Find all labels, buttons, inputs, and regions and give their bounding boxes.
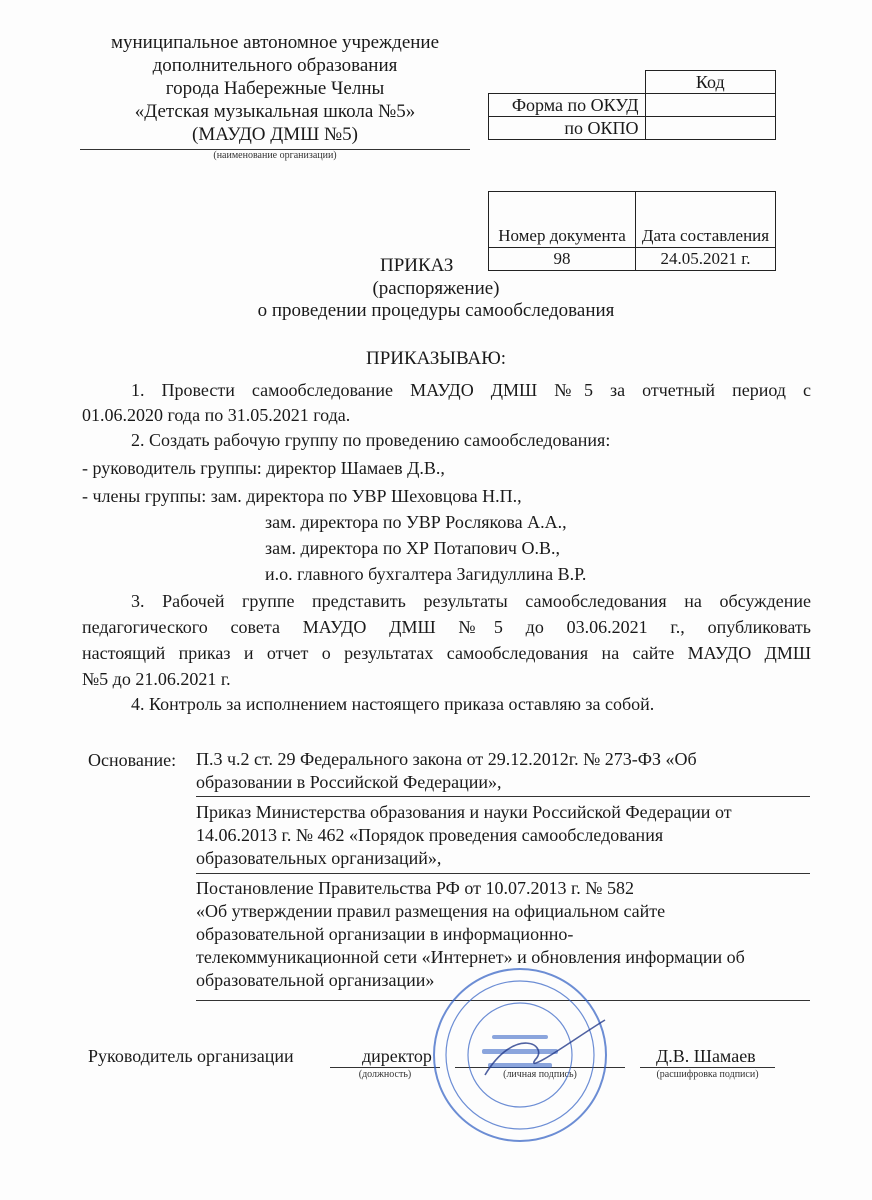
sign-caption: (личная подпись) (503, 1069, 577, 1080)
group-leader: - руководитель группы: директор Шамаев Д.В., (82, 458, 445, 478)
basis-2-line-2: 14.06.2013 г. № 462 «Порядок проведения самообследования (196, 825, 664, 845)
org-line-3: города Набережные Челны (165, 78, 385, 99)
stamp-text-stroke-2 (482, 1049, 558, 1054)
doc-date: 24.05.2021 г. (636, 248, 776, 271)
item-1-line-2: 01.06.2020 года по 31.05.2021 года. (82, 405, 351, 425)
order-heading: ПРИКАЗЫВАЮ: (365, 348, 507, 369)
doc-number-header: Номер документа (489, 192, 636, 248)
doc-title: ПРИКАЗ (380, 255, 454, 276)
basis-2-line-3: образовательных организаций», (196, 848, 442, 868)
item-4: 4. Контроль за исполнением настоящего приказа оставляю за собой. (131, 694, 655, 714)
name-line (640, 1067, 775, 1068)
basis-1-line-1: П.3 ч.2 ст. 29 Федерального закона от 29.12.2012г. № 273-ФЗ «Об (196, 749, 697, 769)
group-member-2: зам. директора по УВР Рослякова А.А., (265, 512, 567, 532)
basis-divider-2 (196, 873, 810, 874)
doc-number: 98 (489, 248, 636, 271)
item-3-line-2: педагогического совета МАУДО ДМШ №5 до 03.06.2021 г., опубликовать (82, 617, 811, 637)
codes-header: Код (645, 71, 776, 94)
basis-3-line-3: образовательной организации в информационно- (196, 924, 574, 944)
position-caption: (должность) (358, 1069, 412, 1080)
stamp-text-stroke-1 (492, 1035, 548, 1039)
head-name: Д.В. Шамаев (656, 1046, 756, 1066)
doc-subject: о проведении процедуры самообследования (257, 300, 615, 321)
basis-item-1 (196, 748, 812, 794)
name-caption: (расшифровка подписи) (656, 1069, 759, 1080)
basis-divider-1 (196, 796, 810, 797)
item-1-line-1: 1. Провести самообследование МАУДО ДМШ №5 за отчетный период с (131, 380, 811, 400)
stamp-outer-ring (434, 969, 606, 1141)
basis-3-line-5: образовательной организации» (196, 970, 435, 990)
group-member-1: - члены группы: зам. директора по УВР Шеховцова Н.П., (82, 486, 522, 506)
doc-subtitle: (распоряжение) (372, 278, 500, 299)
org-caption: (наименование организации) (213, 150, 337, 161)
item-3-line-1: 3. Рабочей группе представить результаты самообследования на обсуждение (131, 591, 811, 611)
item-3-line-3: настоящий приказ и отчет о результатах самообследования на сайте МАУДО ДМШ (82, 643, 811, 663)
doc-date-header: Дата составления (636, 192, 776, 248)
head-position: директор (362, 1046, 432, 1066)
basis-3-line-1: Постановление Правительства РФ от 10.07.2013 г. № 582 (196, 878, 634, 898)
basis-item-2 (196, 801, 812, 870)
item-2: 2. Создать рабочую группу по проведению самообследования: (131, 430, 611, 450)
org-line-4: «Детская музыкальная школа №5» (134, 101, 416, 122)
stamp-inner-ring (468, 1003, 572, 1107)
okud-value (645, 94, 776, 117)
basis-2-line-1: Приказ Министерства образования и науки Российской Федерации от (196, 802, 732, 822)
codes-corner (489, 71, 646, 94)
basis-3-line-2: «Об утверждении правил размещения на официальном сайте (196, 901, 666, 921)
item-3-line-4: №5 до 21.06.2021 г. (82, 669, 231, 689)
org-line-1: муниципальное автономное учреждение (110, 32, 440, 53)
group-member-3: зам. директора по ХР Потапович О.В., (265, 538, 560, 558)
okpo-label: по ОКПО (489, 117, 646, 140)
group-member-4: и.о. главного бухгалтера Загидуллина В.Р. (265, 564, 587, 584)
org-line-5: (МАУДО ДМШ №5) (192, 124, 358, 145)
okud-label: Форма по ОКУД (489, 94, 646, 117)
stamp-text-stroke-3 (488, 1063, 552, 1068)
codes-table (488, 70, 776, 140)
okpo-value (645, 117, 776, 140)
basis-3-line-4: телекоммуникационной сети «Интернет» и обновления информации об (196, 947, 745, 967)
doc-table (488, 191, 776, 271)
org-line-2: дополнительного образования (152, 55, 398, 76)
head-label: Руководитель организации (88, 1046, 294, 1066)
organization-stamp (430, 965, 610, 1145)
basis-1-line-2: образовании в Российской Федерации», (196, 772, 502, 792)
basis-label: Основание: (88, 750, 177, 770)
position-line (330, 1067, 440, 1068)
